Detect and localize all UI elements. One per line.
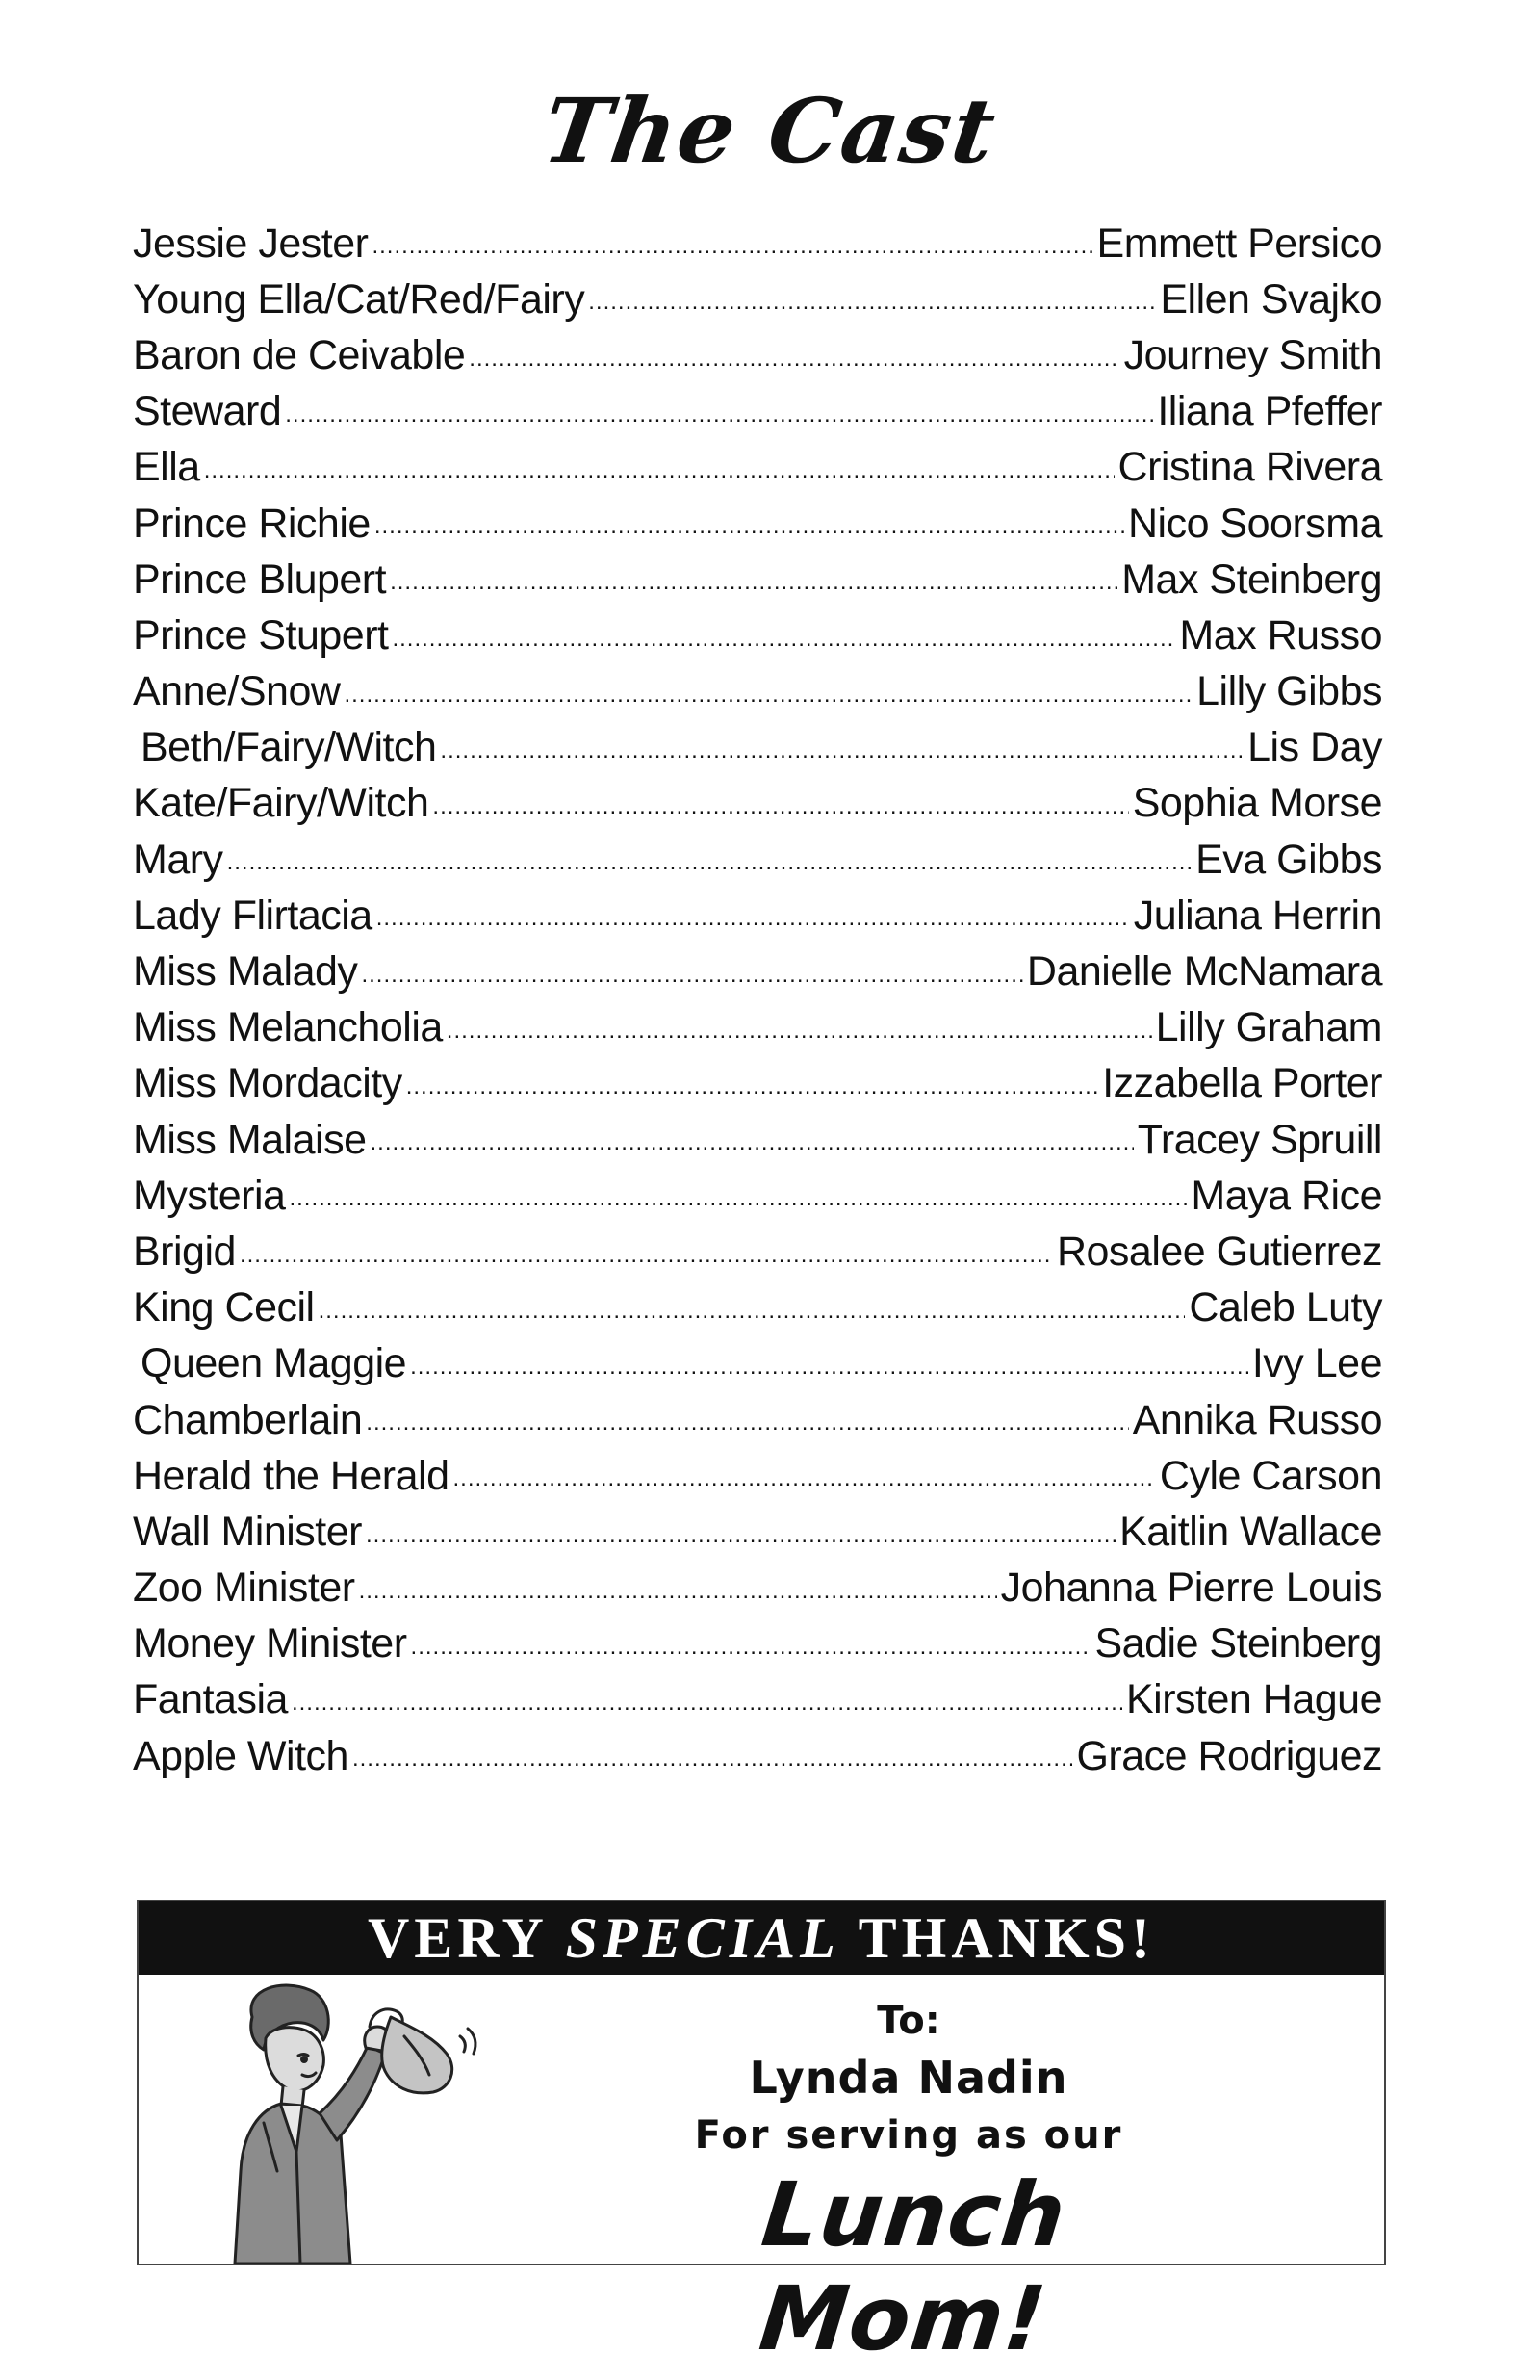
dot-leader [240, 1242, 1053, 1281]
cast-actor: Sadie Steinberg [1094, 1620, 1382, 1668]
cast-row [133, 1561, 1382, 1617]
cast-actor: Nico Soorsma [1127, 500, 1382, 547]
cast-role: Wall Minister [133, 1508, 362, 1555]
cast-role: Prince Blupert [133, 556, 387, 603]
page-title: The Cast [536, 79, 1004, 183]
cast-role: Ella [133, 444, 200, 491]
cast-actor: Grace Rodriguez [1076, 1732, 1382, 1779]
dot-leader [392, 626, 1175, 664]
cast-row [133, 1617, 1382, 1672]
thanks-message [601, 1994, 1217, 2371]
cast-role: Apple Witch [133, 1732, 348, 1779]
cast-actor: Ivy Lee [1251, 1340, 1382, 1387]
cast-actor: Lilly Graham [1155, 1004, 1382, 1051]
cast-role: King Cecil [133, 1284, 315, 1332]
special-thanks-box [137, 1900, 1386, 2370]
dot-leader [371, 1129, 1134, 1168]
cast-actor: Ellen Svajko [1160, 275, 1382, 323]
cast-row [133, 1281, 1382, 1336]
thanks-header-very: VERY [367, 1906, 566, 1970]
cast-actor: Lis Day [1247, 724, 1382, 771]
special-thanks-header [139, 1901, 1384, 1975]
cast-actor: Cyle Carson [1159, 1452, 1382, 1499]
cast-role: Jessie Jester [133, 220, 369, 267]
dot-leader [292, 1690, 1122, 1728]
cast-row [133, 1448, 1382, 1504]
dot-leader [410, 1354, 1248, 1392]
cast-role: Mysteria [133, 1172, 286, 1219]
cast-row [133, 944, 1382, 999]
dot-leader [374, 513, 1124, 552]
cast-actor: Annika Russo [1132, 1396, 1382, 1443]
cast-role: Queen Maggie [141, 1340, 407, 1387]
thanks-header-special: SPECIAL [565, 1906, 840, 1970]
dot-leader [352, 1746, 1073, 1784]
cast-actor: Max Steinberg [1121, 556, 1382, 603]
dot-leader [440, 737, 1244, 776]
cast-row [133, 440, 1382, 496]
cast-row [133, 608, 1382, 663]
dot-leader [372, 233, 1092, 272]
dot-leader [411, 1634, 1091, 1672]
cast-row [133, 1504, 1382, 1560]
dot-leader [366, 1410, 1128, 1448]
cast-actor: Iliana Pfeffer [1157, 388, 1382, 435]
cast-role: Miss Malady [133, 948, 358, 996]
cast-row [133, 1056, 1382, 1112]
cast-row [133, 272, 1382, 327]
cast-role: Steward [133, 388, 282, 435]
cast-row [133, 496, 1382, 552]
cast-row [133, 1672, 1382, 1728]
cast-row [133, 832, 1382, 888]
cast-actor: Rosalee Gutierrez [1056, 1228, 1382, 1275]
cast-role: Young Ella/Cat/Red/Fairy [133, 275, 585, 323]
cast-actor: Max Russo [1179, 611, 1382, 659]
cast-actor: Sophia Morse [1132, 780, 1382, 827]
cast-row [133, 1112, 1382, 1168]
cast-role: Money Minister [133, 1620, 407, 1668]
cast-role: Brigid [133, 1228, 236, 1275]
cast-row [133, 327, 1382, 383]
dot-leader [344, 682, 1193, 720]
cast-role: Baron de Ceivable [133, 331, 466, 378]
thanks-to: To: [877, 1999, 940, 2043]
cast-role: Miss Mordacity [133, 1060, 402, 1107]
dot-leader [432, 793, 1128, 832]
cast-row [133, 888, 1382, 944]
cast-actor: Caleb Luty [1189, 1284, 1382, 1332]
cast-row [133, 216, 1382, 272]
cast-role: Fantasia [133, 1676, 288, 1723]
dot-leader [447, 1018, 1152, 1056]
dot-leader [359, 1578, 997, 1617]
cast-row [133, 1000, 1382, 1056]
cast-row [133, 552, 1382, 608]
cast-actor: Lilly Gibbs [1196, 668, 1382, 715]
dot-leader [319, 1298, 1186, 1336]
dot-leader [376, 905, 1130, 944]
dot-leader [204, 457, 1115, 496]
dot-leader [366, 1522, 1116, 1561]
thanks-role: For serving as our [694, 2113, 1123, 2158]
cast-actor: Eva Gibbs [1195, 836, 1382, 883]
cast-actor: Johanna Pierre Louis [1000, 1565, 1382, 1612]
cast-role: Mary [133, 836, 223, 883]
lunch-mom-illustration [206, 1979, 524, 2264]
cast-actor: Izzabella Porter [1102, 1060, 1382, 1107]
thanks-title: Lunch Mom! [755, 2163, 1071, 2370]
thanks-name: Lynda Nadin [749, 2052, 1068, 2104]
cast-row [133, 384, 1382, 440]
dot-leader [406, 1074, 1099, 1112]
dot-leader [227, 849, 1193, 888]
cast-role: Herald the Herald [133, 1452, 449, 1499]
dot-leader [289, 1185, 1187, 1224]
cast-role: Lady Flirtacia [133, 892, 372, 939]
dot-leader [469, 346, 1119, 384]
cast-row [133, 1224, 1382, 1280]
cast-list [133, 216, 1382, 1784]
dot-leader [453, 1465, 1156, 1504]
cast-actor: Kirsten Hague [1126, 1676, 1382, 1723]
cast-row [133, 720, 1382, 776]
cast-row [133, 1336, 1382, 1392]
cast-role: Zoo Minister [133, 1565, 355, 1612]
thanks-header-thanks: THANKS! [839, 1906, 1156, 1970]
cast-row [133, 1728, 1382, 1784]
cast-role: Miss Malaise [133, 1116, 367, 1163]
cast-actor: Danielle McNamara [1026, 948, 1382, 996]
cast-actor: Journey Smith [1123, 331, 1382, 378]
cast-actor: Juliana Herrin [1133, 892, 1382, 939]
cast-role: Prince Richie [133, 500, 371, 547]
dot-leader [361, 962, 1022, 1000]
cast-role: Kate/Fairy/Witch [133, 780, 429, 827]
cast-row [133, 1168, 1382, 1224]
cast-row [133, 1392, 1382, 1448]
cast-role: Prince Stupert [133, 611, 389, 659]
cast-actor: Maya Rice [1191, 1172, 1382, 1219]
cast-actor: Tracey Spruill [1137, 1116, 1382, 1163]
dot-leader [588, 289, 1156, 327]
cast-actor: Emmett Persico [1096, 220, 1382, 267]
dot-leader [285, 401, 1153, 440]
cast-role: Miss Melancholia [133, 1004, 443, 1051]
dot-leader [390, 569, 1117, 608]
cast-actor: Cristina Rivera [1117, 444, 1382, 491]
cast-role: Anne/Snow [133, 668, 341, 715]
cast-row [133, 664, 1382, 720]
cast-role: Beth/Fairy/Witch [141, 724, 437, 771]
cast-actor: Kaitlin Wallace [1119, 1508, 1382, 1555]
cast-role: Chamberlain [133, 1396, 363, 1443]
cast-row [133, 776, 1382, 832]
